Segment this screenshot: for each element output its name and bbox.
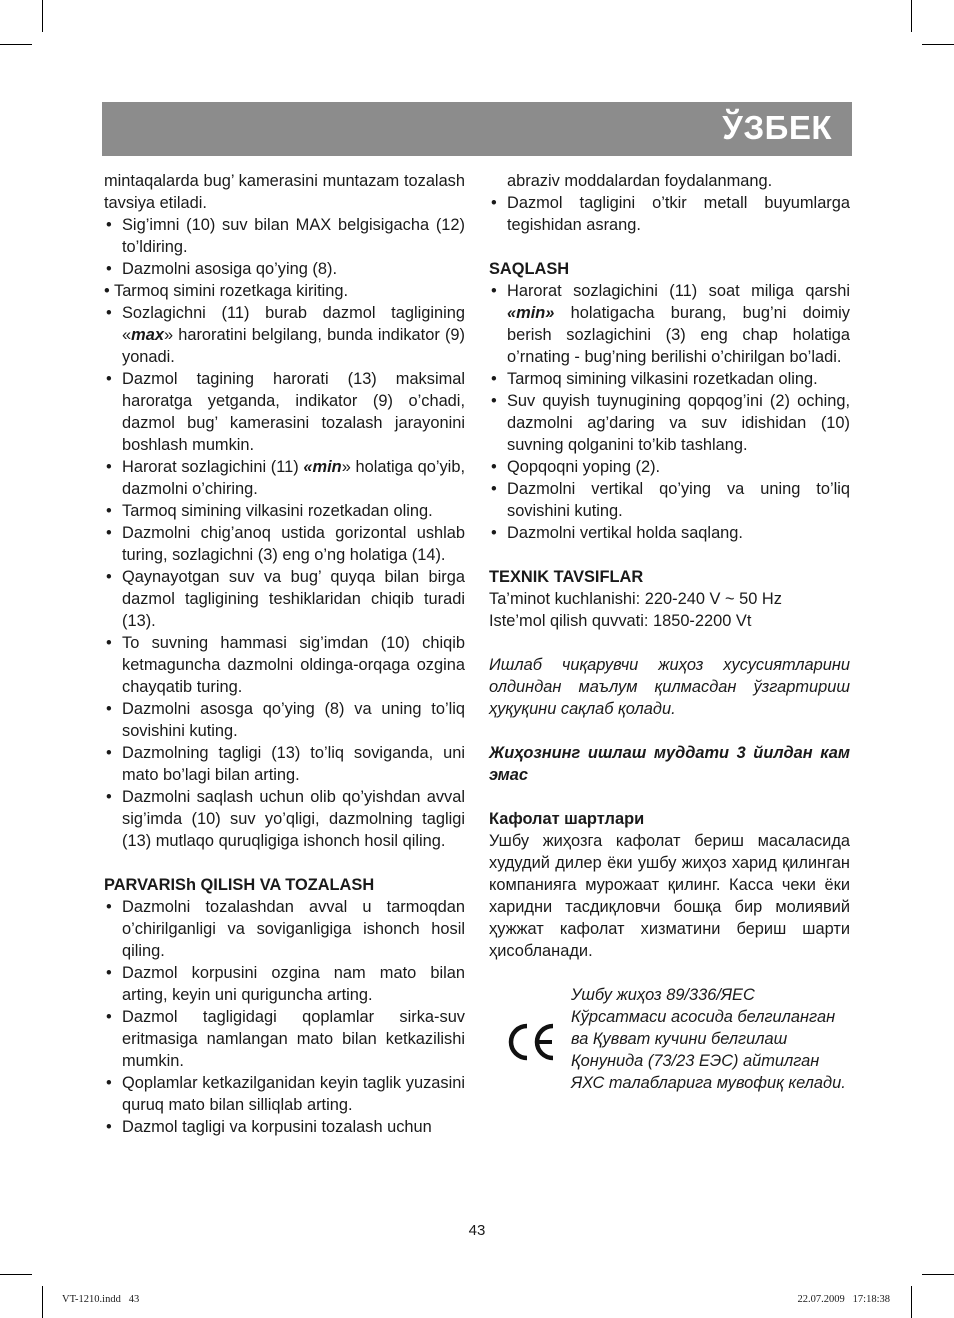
list-item: • Sig’imni (10) suv bilan MAX belgisigacha (12) to’ldiring.	[104, 214, 465, 258]
list-item: • Tarmoq simining vilkasini rozetkadan oling.	[489, 368, 850, 390]
crop-mark	[911, 0, 912, 32]
ce-compliance-text: Ушбу жиҳоз 89/336/ЯЕС Кўрсатмаси асосида белгиланган ва Қувват кучини белгилаш Қонунида (73/23 ЕЭС) айтилган ЯХС талабларига мувофиқ келади.	[571, 986, 846, 1092]
list-item: • Suv quyish tuynugining qopqog’ini (2) oching, dazmolni ag’daring va suv idishidan (10) suvning qolganini to’kib tashlang.	[489, 390, 850, 456]
section-heading-cleaning: PARVARISh QILISH VA TOZALASH	[104, 876, 375, 894]
list-item: • Dazmolni vertikal qo’ying va uning to’liq sovishini kuting.	[489, 478, 850, 522]
list-item: • Tarmoq simining vilkasini rozetkadan oling.	[104, 500, 465, 522]
crop-mark	[922, 1274, 954, 1275]
crop-mark	[911, 1286, 912, 1318]
list-item: • Dazmolni vertikal holda saqlang.	[489, 522, 850, 544]
list-item: • Dazmol tagligini o’tkir metall buyumlarga tegishidan asrang.	[489, 192, 850, 236]
list-item: • Qopqoqni yoping (2).	[489, 456, 850, 478]
list-item: • Tarmoq simini rozetkaga kiriting.	[104, 282, 349, 300]
list-item: • Dazmol tagligi va korpusini tozalash uchun	[104, 1116, 465, 1138]
crop-mark	[0, 1274, 32, 1275]
list-item: • Dazmolni tozalashdan avval u tarmoqdan o’chirilganligi va soviganligiga ishonch hosil qiling.	[104, 896, 465, 962]
crop-mark	[42, 0, 43, 32]
crop-mark	[42, 1286, 43, 1318]
list-item: • Dazmol korpusini ozgina nam mato bilan arting, keyin uni quriguncha arting.	[104, 962, 465, 1006]
tech-spec-line: Ta’minot kuchlanishi: 220-240 V ~ 50 Hz	[489, 590, 782, 608]
section-heading-tech: TEXNIK TAVSIFLAR	[489, 568, 644, 586]
ce-mark-icon	[505, 1022, 559, 1062]
list-item: • Dazmolni saqlash uchun olib qo’yishdan avval sig’imda (10) suv yo’qligi, dazmolning tagligi (13) mutlaqo quruqligiga ishonch hosil qiling.	[104, 786, 465, 852]
footer-timestamp: 22.07.2009 17:18:38	[797, 1294, 890, 1305]
list-item: • Dazmolni asosiga qo’ying (8).	[104, 258, 465, 280]
footer-file-info: VT-1210.indd 43	[62, 1294, 140, 1305]
intro-text: mintaqalarda bug’ kamerasini muntazam tozalash tavsiya etiladi.	[104, 172, 465, 212]
list-item: • Harorat sozlagichini (11) soat miliga qarshi «min» holatigacha burang, bug’ni doimiy berish sozlagichini (3) eng chap holatiga o’rnating - bug’ning berilishi o’chirilgan bo’ladi.	[489, 280, 850, 368]
crop-mark	[0, 44, 32, 45]
list-item: • Dazmol tagining harorati (13) maksimal haroratga yetganda, indikator (9) o’chadi, dazmol bug’ kamerasini tozalash jarayonini boshlash mumkin.	[104, 368, 465, 456]
warranty-text: Ушбу жиҳозга кафолат бериш масаласида худудий дилер ёки ушбу жиҳоз харид қилинган компанияга мурожаат қилинг. Касса чеки ёки харидни тасдиқловчи бошқа бир молиявий ҳужжат кафолат хизматини бериш шарти ҳисобланади.	[489, 832, 850, 960]
list-item: • Qaynayotgan suv va bug’ quyqa bilan birga dazmol tagligining teshiklaridan chiqib turadi (13).	[104, 566, 465, 632]
left-column	[104, 170, 465, 1138]
language-header-bar	[102, 102, 852, 156]
page-number: 43	[468, 1222, 486, 1239]
tech-spec-line: Iste’mol qilish quvvati: 1850-2200 Vt	[489, 612, 752, 630]
list-item: • Dazmolni asosga qo’ying (8) va uning to’liq sovishini kuting.	[104, 698, 465, 742]
continuation-text: abraziv moddalardan foydalanmang.	[507, 172, 773, 190]
section-heading-storage: SAQLASH	[489, 260, 570, 278]
manufacturer-note: Ишлаб чиқарувчи жиҳоз хусусиятларини олдиндан маълум қилмасдан ўзгартириш ҳуқуқини сақлаб қолади.	[489, 656, 850, 718]
crop-mark	[922, 44, 954, 45]
right-column	[489, 170, 850, 1124]
language-title: ЎЗБЕК	[722, 109, 832, 146]
list-item: • Dazmolni chig’anoq ustida gorizontal ushlab turing, sozlagichni (3) eng o’ng holatiga (14).	[104, 522, 465, 566]
list-item: • To suvning hammasi sig’imdan (10) chiqib ketmaguncha dazmolni oldinga-orqaga ozgina chayqatib turing.	[104, 632, 465, 698]
ce-compliance-block	[489, 984, 850, 1124]
list-item: • Dazmolning tagligi (13) to’liq soviganda, uni mato bo’lagi bilan arting.	[104, 742, 465, 786]
list-item: • Harorat sozlagichini (11) «min» holatiga qo’yib, dazmolni o’chiring.	[104, 456, 465, 500]
service-life-note: Жиҳознинг ишлаш муддати 3 йилдан кам эмас	[489, 744, 850, 784]
list-item: • Sozlagichni (11) burab dazmol tagligining «max» haroratini belgilang, bunda indikator (9) yonadi.	[104, 302, 465, 368]
section-heading-warranty: Кафолат шартлари	[489, 810, 645, 828]
list-item: • Qoplamlar ketkazilganidan keyin taglik yuzasini quruq mato bilan silliqlab arting.	[104, 1072, 465, 1116]
list-item: • Dazmol tagligidagi qoplamlar sirka-suv eritmasiga namlangan mato bilan ketkazilishi mumkin.	[104, 1006, 465, 1072]
